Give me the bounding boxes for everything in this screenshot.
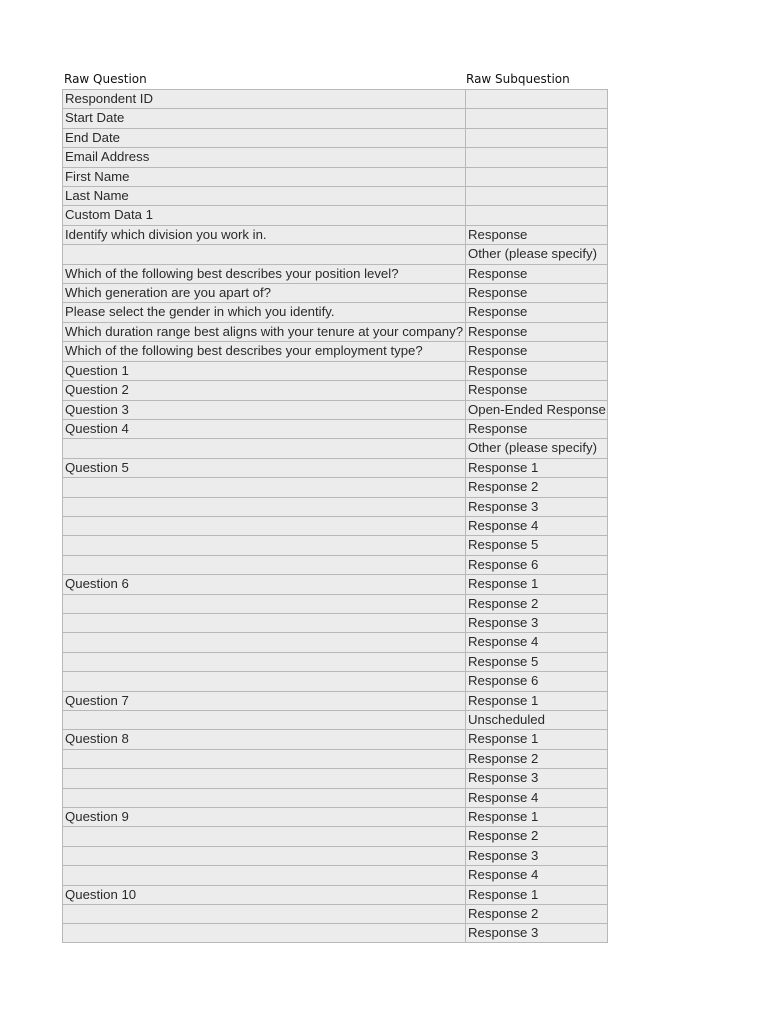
table-row [62,768,608,787]
raw-question-cell: Question 10 [62,885,465,904]
raw-subquestion-cell: Response 2 [465,749,608,768]
raw-question-cell [62,768,465,787]
table-row [62,477,608,496]
raw-subquestion-cell: Other (please specify) [465,244,608,263]
raw-question-cell [62,244,465,263]
table-row [62,652,608,671]
table-row [62,497,608,516]
raw-question-cell: Question 3 [62,400,465,419]
raw-subquestion-cell [465,89,608,108]
raw-question-cell [62,477,465,496]
raw-subquestion-cell: Response [465,225,608,244]
raw-question-cell: Which generation are you apart of? [62,283,465,302]
table-row [62,147,608,166]
raw-subquestion-cell: Response 1 [465,885,608,904]
table-row [62,244,608,263]
table-row [62,613,608,632]
raw-question-cell: Question 2 [62,380,465,399]
raw-question-cell [62,516,465,535]
raw-question-cell [62,671,465,690]
raw-question-cell: First Name [62,167,465,186]
raw-subquestion-cell: Response 5 [465,652,608,671]
raw-question-cell [62,788,465,807]
table-row [62,167,608,186]
table-row [62,904,608,923]
raw-subquestion-cell: Response [465,302,608,321]
table-row [62,361,608,380]
header-raw-subquestion: Raw Subquestion [466,72,570,86]
raw-subquestion-cell: Response 2 [465,826,608,845]
table-row [62,826,608,845]
raw-subquestion-cell: Response 4 [465,632,608,651]
raw-subquestion-cell: Response 4 [465,788,608,807]
raw-subquestion-cell [465,205,608,224]
raw-subquestion-cell: Response 2 [465,904,608,923]
raw-question-cell: End Date [62,128,465,147]
table-row [62,865,608,884]
raw-question-cell: Which of the following best describes your position level? [62,264,465,283]
raw-question-cell [62,555,465,574]
raw-question-cell: Question 8 [62,729,465,748]
raw-question-cell: Which duration range best aligns with your tenure at your company? [62,322,465,341]
table-row [62,574,608,593]
raw-question-cell: Custom Data 1 [62,205,465,224]
raw-question-cell: Question 1 [62,361,465,380]
table-row [62,846,608,865]
raw-question-cell: Email Address [62,147,465,166]
raw-subquestion-cell: Response 3 [465,497,608,516]
raw-question-cell: Which of the following best describes your employment type? [62,341,465,360]
raw-question-cell [62,535,465,554]
raw-question-cell: Identify which division you work in. [62,225,465,244]
table-row [62,341,608,360]
table-row [62,438,608,457]
raw-subquestion-cell: Response 2 [465,594,608,613]
raw-subquestion-cell: Response 1 [465,691,608,710]
table-row [62,710,608,729]
raw-subquestion-cell: Open-Ended Response [465,400,608,419]
table-row [62,807,608,826]
table-row [62,205,608,224]
raw-subquestion-cell [465,147,608,166]
raw-question-cell [62,865,465,884]
table-row [62,691,608,710]
raw-subquestion-cell: Response [465,419,608,438]
column-headers [64,70,608,88]
raw-subquestion-cell: Response [465,264,608,283]
raw-subquestion-cell: Response 6 [465,555,608,574]
raw-question-cell: Please select the gender in which you identify. [62,302,465,321]
raw-subquestion-cell: Response 1 [465,729,608,748]
table-row [62,535,608,554]
table-row [62,89,608,108]
raw-subquestion-cell [465,128,608,147]
table-row [62,225,608,244]
raw-subquestion-cell: Response 4 [465,865,608,884]
raw-subquestion-cell [465,186,608,205]
raw-question-cell [62,846,465,865]
raw-question-cell [62,710,465,729]
raw-subquestion-cell: Response 3 [465,613,608,632]
raw-question-cell: Start Date [62,108,465,127]
table-row [62,923,608,942]
table-row [62,264,608,283]
raw-subquestion-cell: Response 6 [465,671,608,690]
table-row [62,632,608,651]
raw-question-cell [62,438,465,457]
raw-subquestion-cell: Response 3 [465,768,608,787]
table-row [62,594,608,613]
table-row [62,516,608,535]
raw-question-cell: Last Name [62,186,465,205]
raw-subquestion-cell: Response [465,322,608,341]
question-table [62,89,608,943]
raw-question-cell [62,594,465,613]
table-row [62,555,608,574]
table-row [62,788,608,807]
raw-subquestion-cell: Response [465,380,608,399]
table-row [62,322,608,341]
table-row [62,400,608,419]
raw-subquestion-cell: Response [465,283,608,302]
table-row [62,186,608,205]
raw-subquestion-cell [465,167,608,186]
raw-subquestion-cell: Response 5 [465,535,608,554]
raw-subquestion-cell [465,108,608,127]
table-row [62,885,608,904]
raw-question-cell [62,904,465,923]
raw-subquestion-cell: Response [465,341,608,360]
header-raw-question: Raw Question [64,72,147,86]
raw-question-cell [62,497,465,516]
table-row [62,108,608,127]
raw-question-cell: Question 7 [62,691,465,710]
table-row [62,128,608,147]
raw-question-cell: Question 4 [62,419,465,438]
table-row [62,729,608,748]
raw-subquestion-cell: Response [465,361,608,380]
raw-question-cell [62,613,465,632]
raw-question-cell: Respondent ID [62,89,465,108]
raw-question-cell [62,632,465,651]
table-row [62,671,608,690]
raw-subquestion-cell: Response 3 [465,846,608,865]
table-row [62,458,608,477]
table-row [62,419,608,438]
raw-subquestion-cell: Response 1 [465,574,608,593]
raw-question-cell: Question 6 [62,574,465,593]
table-row [62,302,608,321]
raw-subquestion-cell: Response 1 [465,458,608,477]
raw-question-cell [62,652,465,671]
raw-question-cell [62,749,465,768]
raw-subquestion-cell: Other (please specify) [465,438,608,457]
table-row [62,749,608,768]
raw-question-cell: Question 9 [62,807,465,826]
raw-subquestion-cell: Unscheduled [465,710,608,729]
raw-subquestion-cell: Response 4 [465,516,608,535]
table-row [62,283,608,302]
raw-question-cell: Question 5 [62,458,465,477]
raw-question-cell [62,923,465,942]
table-row [62,380,608,399]
raw-question-cell [62,826,465,845]
raw-subquestion-cell: Response 2 [465,477,608,496]
raw-subquestion-cell: Response 3 [465,923,608,942]
raw-subquestion-cell: Response 1 [465,807,608,826]
